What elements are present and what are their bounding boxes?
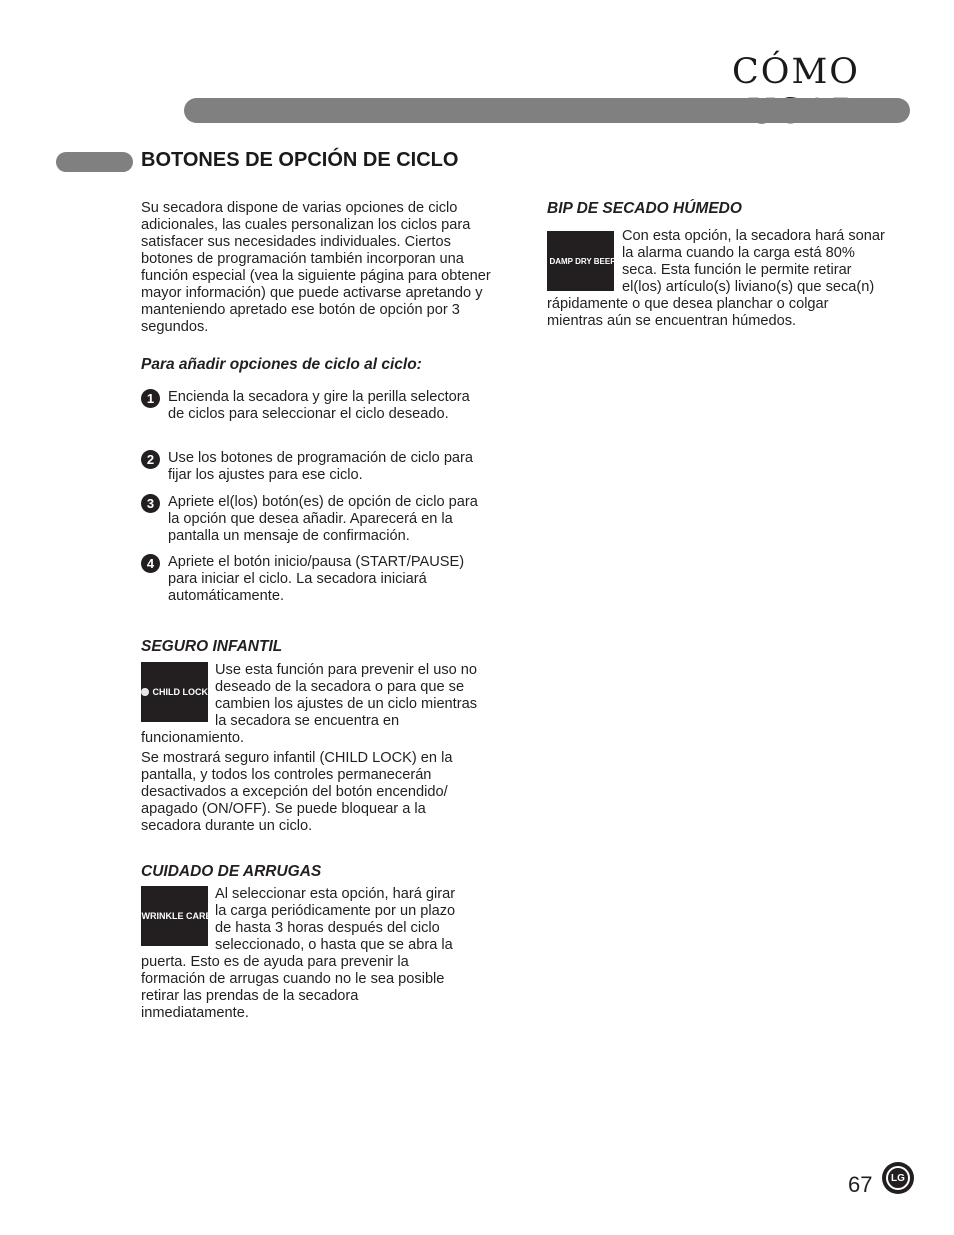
section-title: BOTONES DE OPCIÓN DE CICLO	[141, 149, 459, 171]
step-number: 1	[141, 389, 160, 408]
damp-dry-block	[547, 228, 887, 330]
wrinkle-care-block	[141, 886, 469, 1022]
damp-dry-button-label: DAMP DRY BEEP	[549, 256, 616, 266]
damp-dry-button-image	[547, 231, 614, 291]
child-lock-text: Use esta función para prevenir el uso no deseado de la secadora o para que se cambien los ajustes de un ciclo mientras la secadora se encuentra en funcionamiento.	[141, 662, 478, 746]
indicator-dot-icon	[141, 688, 149, 696]
step-text: Apriete el(los) botón(es) de opción de ciclo para la opción que desea añadir. Aparecerá en la pantalla un mensaje de confirmación.	[168, 494, 478, 544]
child-lock-text-2: Se mostrará seguro infantil (CHILD LOCK) en la pantalla, y todos los controles permanecerán desactivados a excepción del botón encendido/ apagado (ON/OFF). Se puede bloquear a la secadora durante un ciclo.	[141, 750, 453, 834]
step-number: 3	[141, 494, 160, 513]
child-lock-button-label: CHILD LOCK	[152, 686, 208, 697]
section-marker	[56, 152, 133, 172]
step-number: 4	[141, 554, 160, 573]
lg-logo-text: LG	[891, 1172, 905, 1184]
page-title: CÓMO	[731, 52, 860, 92]
wrinkle-care-button-image	[141, 886, 212, 946]
child-lock-block	[141, 662, 491, 747]
intro-paragraph: Su secadora dispone de varias opciones de ciclo adicionales, las cuales personalizan los ciclos para satisfacer sus necesidades individuales. Ciertos botones de programación también incorporan una función especial (vea la siguiente página para obtener mayor información) que puede activarse apretando y manteniendo apretado ese botón de opción por 3 segundos.	[141, 200, 491, 335]
wrinkle-care-heading: CUIDADO DE ARRUGAS	[141, 863, 322, 880]
wrinkle-care-text: Al seleccionar esta opción, hará girar la carga periódicamente por un plazo de hasta 3 horas después del ciclo seleccionado, o hasta que se abra la puerta. Esto es de ayuda para prevenir la formación de arrugas cuando no le sea posible retirar las prendas de la secadora inmediatamente.	[141, 886, 456, 1021]
lg-logo-icon	[882, 1162, 914, 1194]
wrinkle-care-button-label: WRINKLE CARE	[141, 910, 212, 921]
step-text: Use los botones de programación de ciclo para fijar los ajustes para ese ciclo.	[168, 450, 474, 483]
page-number: 67	[848, 1172, 873, 1197]
add-options-heading: Para añadir opciones de ciclo al ciclo:	[141, 356, 422, 373]
step-text: Encienda la secadora y gire la perilla selectora de ciclos para seleccionar el ciclo deseado.	[168, 389, 470, 422]
damp-dry-text: Con esta opción, la secadora hará sonar la alarma cuando la carga está 80% seca. Esta función le permite retirar el(los) artículo(s) liviano(s) que seca(n) rápidamente o que desea planchar o colgar mientras aún se encuentran húmedos.	[547, 228, 885, 329]
damp-dry-heading: BIP DE SECADO HÚMEDO	[547, 200, 742, 217]
child-lock-button-image	[141, 662, 208, 722]
child-lock-heading: SEGURO INFANTIL	[141, 638, 283, 655]
step-number: 2	[141, 450, 160, 469]
step-text: Apriete el botón inicio/pausa (START/PAUSE) para iniciar el ciclo. La secadora iniciará automáticamente.	[168, 554, 465, 604]
header-bar	[184, 98, 910, 123]
